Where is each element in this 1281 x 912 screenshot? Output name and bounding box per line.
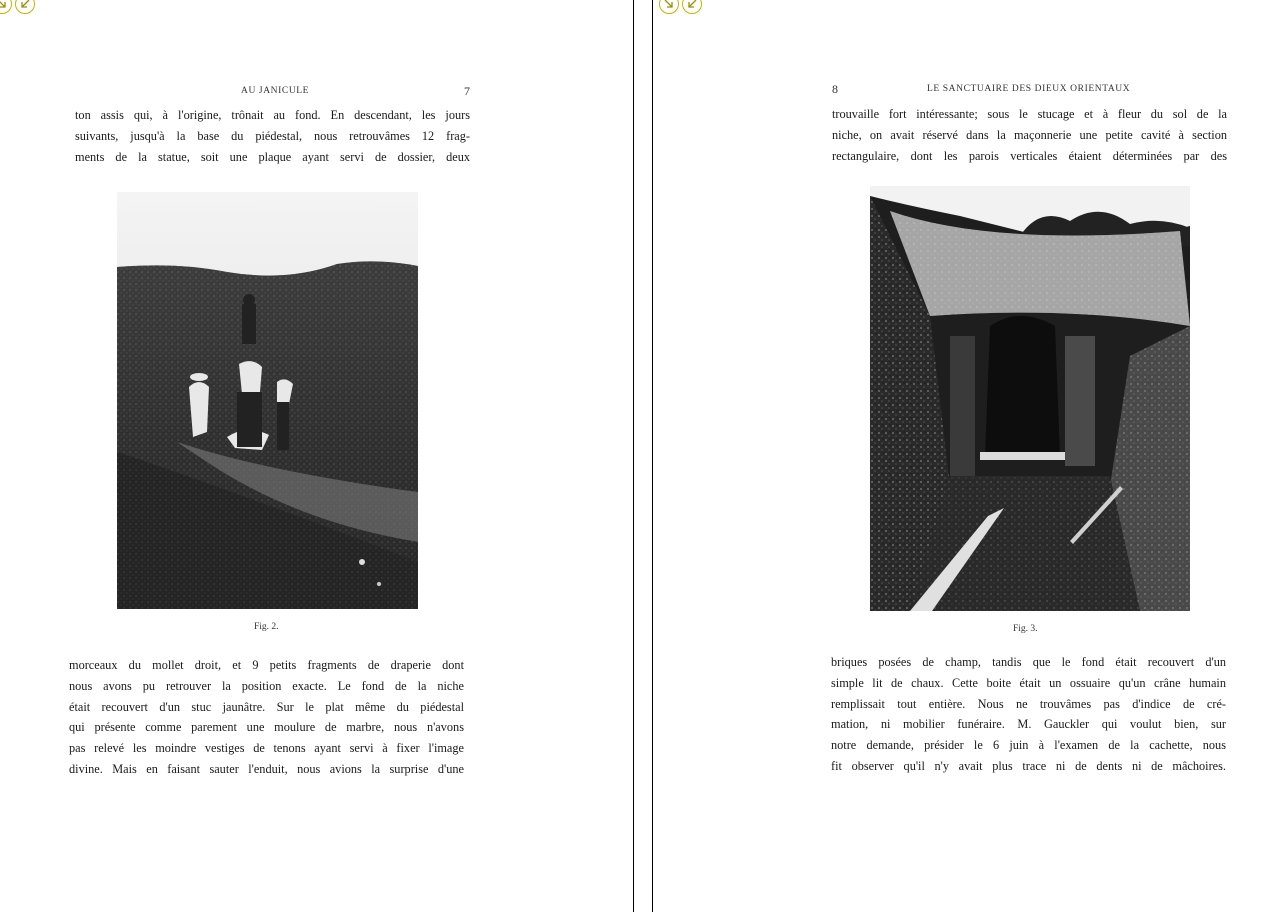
expand-arrow-icon[interactable]: [659, 0, 679, 14]
text-line: ments de la statue, soit une plaque ayant servi de dossier, deux: [75, 149, 470, 164]
page-number: 7: [464, 84, 470, 98]
text-line: rectangulaire, dont les parois verticales étaient déterminées par des: [832, 148, 1227, 163]
collapse-arrow-icon[interactable]: [682, 0, 702, 14]
paragraph-top: [832, 104, 1227, 166]
collapse-arrow-icon[interactable]: [15, 0, 35, 14]
right-page: [653, 0, 1281, 912]
text-line: divine. Mais en faisant sauter l'enduit, nous avions la surprise d'une: [69, 761, 464, 776]
text-line: fit observer qu'il n'y avait plus trace ni de dents ni de mâchoires.: [831, 758, 1226, 773]
paragraph-top: [75, 105, 470, 167]
text-line: briques posées de champ, tandis que le fond était recouvert d'un: [831, 655, 1226, 669]
text-line: trouvaille fort intéressante; sous le stucage et à fleur du sol de la: [832, 107, 1227, 121]
text-line: simple lit de chaux. Cette boite était un ossuaire qu'un crâne humain: [831, 675, 1226, 690]
text-line: était recouvert d'un stuc jaunâtre. Sur le plat même du piédestal: [69, 699, 464, 714]
text-line: ton assis qui, à l'origine, trônait au fond. En descendant, les jours: [75, 108, 470, 122]
paragraph-bottom: [831, 652, 1226, 777]
page-divider-left: [633, 0, 634, 912]
text-line: mation, ni mobilier funéraire. M. Gauckler qui voulut bien, sur: [831, 717, 1226, 732]
figure-caption: Fig. 3.: [1013, 624, 1038, 634]
figure-3-photo: [870, 186, 1190, 611]
page-number: 8: [832, 82, 838, 96]
text-line: niche, on avait réservé dans la maçonnerie une petite cavité à section: [832, 127, 1227, 142]
running-header: LE SANCTUAIRE DES DIEUX ORIENTAUX: [927, 84, 1131, 94]
right-nav-icons: [659, 0, 702, 14]
text-line: notre demande, présider le 6 juin à l'examen de la cachette, nous: [831, 738, 1226, 753]
text-line: morceaux du mollet droit, et 9 petits fragments de draperie dont: [69, 658, 464, 672]
expand-arrow-icon[interactable]: [0, 0, 12, 14]
left-nav-icons: [0, 0, 35, 14]
left-page: [0, 0, 633, 912]
paragraph-bottom: [69, 655, 464, 780]
figure-2-photo: [117, 192, 418, 609]
text-line: qui présente comme parement une moulure de marbre, nous n'avons: [69, 720, 464, 735]
text-line: nous avons pu retrouver la position exacte. Le fond de la niche: [69, 678, 464, 693]
text-line: suivants, jusqu'à la base du piédestal, nous retrouvâmes 12 frag-: [75, 128, 470, 143]
text-line: remplissait tout entière. Nous ne trouvâmes pas d'indice de cré-: [831, 696, 1226, 711]
text-line: pas relevé les moindre vestiges de tenons ayant servi à fixer l'image: [69, 741, 464, 756]
figure-caption: Fig. 2.: [254, 622, 279, 632]
running-header: AU JANICULE: [241, 86, 310, 96]
